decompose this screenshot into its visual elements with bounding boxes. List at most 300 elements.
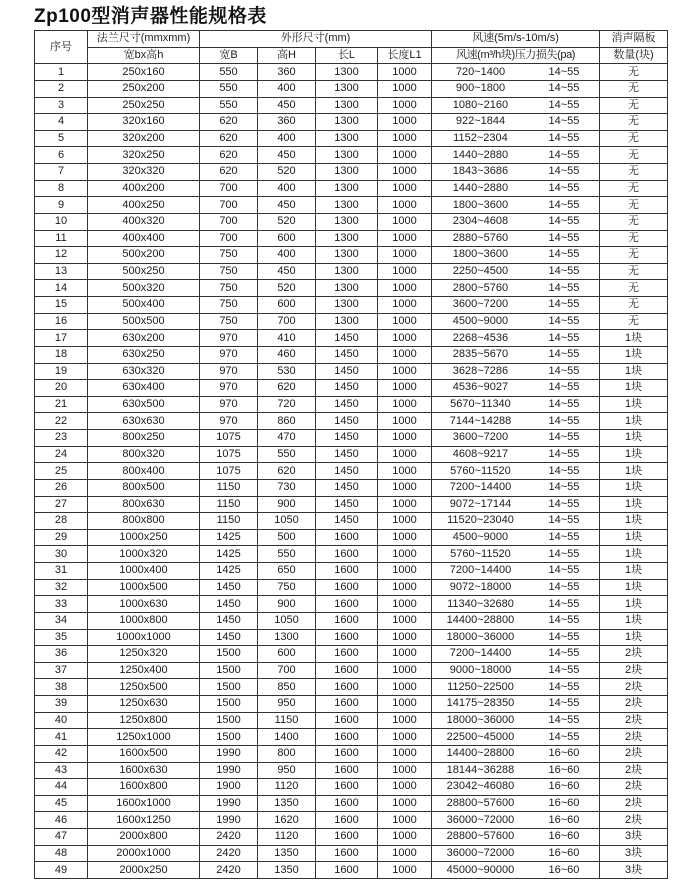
cell-length-l: 1600 [316, 629, 378, 646]
table-row [35, 812, 668, 829]
cell-flange-size: 500x320 [88, 280, 200, 297]
cell-width-b: 1425 [200, 563, 258, 580]
cell-wind-speed [432, 646, 600, 663]
table-row [35, 380, 668, 397]
cell-baffle-qty: 无 [600, 297, 668, 314]
table-row [35, 646, 668, 663]
cell-length-l1: 1000 [378, 247, 432, 264]
pressure-loss-range: 14~55 [548, 364, 580, 377]
cell-flange-size: 1250x500 [88, 679, 200, 696]
cell-baffle-qty: 无 [600, 114, 668, 131]
pressure-loss-range: 14~55 [548, 281, 580, 294]
cell-width-b: 1500 [200, 646, 258, 663]
table-row [35, 795, 668, 812]
cell-serial: 28 [35, 513, 88, 530]
cell-length-l1: 1000 [378, 729, 432, 746]
cell-wind-speed [432, 147, 600, 164]
cell-length-l: 1600 [316, 779, 378, 796]
airflow-range: 3600~7200 [452, 431, 509, 444]
pressure-loss-range: 14~55 [548, 398, 580, 411]
cell-wind-speed [432, 546, 600, 563]
cell-baffle-qty: 无 [600, 280, 668, 297]
airflow-range: 28800~57600 [446, 830, 515, 843]
cell-width-b: 1500 [200, 679, 258, 696]
cell-flange-size: 800x630 [88, 496, 200, 513]
cell-flange-size: 320x250 [88, 147, 200, 164]
cell-wind-speed [432, 496, 600, 513]
cell-width-b: 750 [200, 313, 258, 330]
cell-serial: 18 [35, 346, 88, 363]
cell-flange-size: 630x400 [88, 380, 200, 397]
cell-length-l1: 1000 [378, 463, 432, 480]
cell-baffle-qty: 2块 [600, 662, 668, 679]
cell-height-h: 900 [258, 596, 316, 613]
cell-width-b: 1425 [200, 529, 258, 546]
cell-serial: 15 [35, 297, 88, 314]
cell-wind-speed [432, 845, 600, 862]
page-title: Zp100型消声器性能规格表 [34, 6, 267, 27]
cell-serial: 36 [35, 646, 88, 663]
cell-width-b: 700 [200, 230, 258, 247]
airflow-range: 922~1844 [455, 115, 506, 128]
cell-baffle-qty: 1块 [600, 413, 668, 430]
col-subheader-baffle-qty: 数量(块) [600, 47, 668, 64]
cell-height-h: 450 [258, 197, 316, 214]
cell-flange-size: 500x400 [88, 297, 200, 314]
cell-length-l1: 1000 [378, 629, 432, 646]
cell-height-h: 360 [258, 64, 316, 81]
cell-wind-speed [432, 430, 600, 447]
cell-width-b: 550 [200, 64, 258, 81]
table-row [35, 712, 668, 729]
cell-length-l: 1600 [316, 696, 378, 713]
table-row [35, 862, 668, 879]
cell-wind-speed [432, 612, 600, 629]
cell-length-l: 1450 [316, 413, 378, 430]
table-row [35, 563, 668, 580]
pressure-loss-range: 14~55 [548, 614, 580, 627]
cell-height-h: 600 [258, 230, 316, 247]
cell-length-l1: 1000 [378, 546, 432, 563]
cell-length-l: 1600 [316, 529, 378, 546]
pressure-loss-range: 16~60 [548, 797, 580, 810]
cell-flange-size: 320x320 [88, 164, 200, 181]
cell-length-l1: 1000 [378, 330, 432, 347]
cell-length-l1: 1000 [378, 164, 432, 181]
cell-height-h: 450 [258, 97, 316, 114]
cell-flange-size: 2000x1000 [88, 845, 200, 862]
table-row [35, 230, 668, 247]
cell-baffle-qty: 无 [600, 313, 668, 330]
cell-width-b: 750 [200, 247, 258, 264]
pressure-loss-range: 14~55 [548, 713, 580, 726]
cell-baffle-qty: 无 [600, 97, 668, 114]
cell-baffle-qty: 2块 [600, 745, 668, 762]
cell-length-l: 1600 [316, 712, 378, 729]
cell-serial: 14 [35, 280, 88, 297]
airflow-range: 1440~2880 [452, 181, 509, 194]
pressure-loss-range: 14~55 [548, 647, 580, 660]
cell-wind-speed [432, 413, 600, 430]
cell-width-b: 1075 [200, 430, 258, 447]
cell-serial: 7 [35, 164, 88, 181]
table-row [35, 80, 668, 97]
cell-width-b: 550 [200, 97, 258, 114]
cell-baffle-qty: 1块 [600, 563, 668, 580]
cell-height-h: 1620 [258, 812, 316, 829]
cell-flange-size: 2000x800 [88, 829, 200, 846]
cell-wind-speed [432, 829, 600, 846]
col-header-flange-size: 法兰尺寸(mmxmm) [88, 31, 200, 48]
cell-baffle-qty: 无 [600, 64, 668, 81]
cell-height-h: 1350 [258, 795, 316, 812]
cell-height-h: 730 [258, 479, 316, 496]
cell-flange-size: 630x630 [88, 413, 200, 430]
cell-height-h: 1050 [258, 513, 316, 530]
airflow-range: 7200~14400 [449, 647, 512, 660]
cell-flange-size: 500x250 [88, 263, 200, 280]
cell-length-l: 1600 [316, 729, 378, 746]
cell-length-l1: 1000 [378, 745, 432, 762]
cell-length-l: 1450 [316, 396, 378, 413]
airflow-range: 36000~72000 [446, 846, 515, 859]
airflow-range: 7144~14288 [449, 414, 512, 427]
cell-length-l: 1450 [316, 363, 378, 380]
cell-baffle-qty: 3块 [600, 862, 668, 879]
cell-length-l: 1300 [316, 280, 378, 297]
table-row [35, 513, 668, 530]
pressure-loss-range: 14~55 [548, 265, 580, 278]
cell-height-h: 360 [258, 114, 316, 131]
cell-baffle-qty: 无 [600, 164, 668, 181]
cell-serial: 45 [35, 795, 88, 812]
cell-length-l: 1450 [316, 496, 378, 513]
table-row [35, 745, 668, 762]
cell-length-l: 1450 [316, 463, 378, 480]
cell-length-l: 1300 [316, 130, 378, 147]
cell-height-h: 620 [258, 463, 316, 480]
cell-flange-size: 2000x250 [88, 862, 200, 879]
cell-serial: 6 [35, 147, 88, 164]
cell-height-h: 530 [258, 363, 316, 380]
cell-wind-speed [432, 579, 600, 596]
cell-wind-speed [432, 180, 600, 197]
cell-serial: 34 [35, 612, 88, 629]
cell-height-h: 400 [258, 180, 316, 197]
pressure-loss-range: 14~55 [548, 481, 580, 494]
cell-length-l: 1300 [316, 313, 378, 330]
cell-wind-speed [432, 346, 600, 363]
cell-wind-speed [432, 563, 600, 580]
cell-width-b: 970 [200, 413, 258, 430]
cell-width-b: 970 [200, 346, 258, 363]
cell-length-l: 1600 [316, 546, 378, 563]
table-row [35, 297, 668, 314]
cell-height-h: 410 [258, 330, 316, 347]
cell-height-h: 1400 [258, 729, 316, 746]
cell-width-b: 970 [200, 330, 258, 347]
cell-width-b: 750 [200, 263, 258, 280]
cell-serial: 43 [35, 762, 88, 779]
cell-height-h: 700 [258, 313, 316, 330]
cell-wind-speed [432, 97, 600, 114]
table-row [35, 829, 668, 846]
cell-length-l1: 1000 [378, 180, 432, 197]
cell-wind-speed [432, 862, 600, 879]
cell-serial: 32 [35, 579, 88, 596]
airflow-range: 2268~4536 [452, 331, 509, 344]
cell-length-l1: 1000 [378, 346, 432, 363]
cell-height-h: 450 [258, 263, 316, 280]
table-row [35, 662, 668, 679]
cell-height-h: 450 [258, 147, 316, 164]
cell-wind-speed [432, 712, 600, 729]
pressure-loss-range: 14~55 [548, 331, 580, 344]
cell-length-l1: 1000 [378, 380, 432, 397]
cell-length-l: 1300 [316, 247, 378, 264]
cell-height-h: 1350 [258, 862, 316, 879]
cell-serial: 24 [35, 446, 88, 463]
cell-flange-size: 1000x250 [88, 529, 200, 546]
table-row [35, 845, 668, 862]
airflow-range: 4536~9027 [452, 381, 509, 394]
cell-width-b: 970 [200, 380, 258, 397]
cell-length-l1: 1000 [378, 147, 432, 164]
cell-width-b: 1990 [200, 762, 258, 779]
cell-length-l: 1600 [316, 745, 378, 762]
cell-length-l: 1600 [316, 679, 378, 696]
col-header-baffle: 消声隔板 [600, 31, 668, 48]
cell-height-h: 650 [258, 563, 316, 580]
pressure-loss-range: 14~55 [548, 414, 580, 427]
table-row [35, 779, 668, 796]
pressure-loss-range: 14~55 [548, 514, 580, 527]
col-subheader-flange-wh: 宽bx高h [88, 47, 200, 64]
airflow-range: 1152~2304 [453, 132, 508, 145]
cell-wind-speed [432, 745, 600, 762]
table-row [35, 396, 668, 413]
table-row [35, 579, 668, 596]
cell-width-b: 1990 [200, 745, 258, 762]
cell-flange-size: 1250x800 [88, 712, 200, 729]
cell-length-l: 1600 [316, 812, 378, 829]
cell-wind-speed [432, 679, 600, 696]
airflow-range: 11520~23040 [447, 514, 514, 527]
table-row [35, 463, 668, 480]
cell-length-l1: 1000 [378, 563, 432, 580]
cell-height-h: 950 [258, 762, 316, 779]
airflow-range: 22500~45000 [446, 730, 515, 743]
cell-serial: 11 [35, 230, 88, 247]
pressure-loss-range: 14~55 [548, 198, 580, 211]
cell-wind-speed [432, 330, 600, 347]
pressure-loss-range: 14~55 [548, 680, 580, 693]
cell-wind-speed [432, 729, 600, 746]
cell-serial: 31 [35, 563, 88, 580]
cell-height-h: 1150 [258, 712, 316, 729]
cell-height-h: 950 [258, 696, 316, 713]
pressure-loss-range: 14~55 [548, 564, 580, 577]
cell-length-l1: 1000 [378, 513, 432, 530]
col-subheader-length-l1: 长度L1 [378, 47, 432, 64]
cell-baffle-qty: 2块 [600, 795, 668, 812]
cell-height-h: 460 [258, 346, 316, 363]
table-row [35, 729, 668, 746]
table-row [35, 313, 668, 330]
table-row [35, 147, 668, 164]
cell-serial: 2 [35, 80, 88, 97]
cell-flange-size: 1600x500 [88, 745, 200, 762]
pressure-loss-range: 14~55 [548, 98, 580, 111]
cell-width-b: 1500 [200, 729, 258, 746]
header-row-1 [35, 31, 668, 48]
cell-baffle-qty: 1块 [600, 363, 668, 380]
cell-height-h: 400 [258, 130, 316, 147]
airflow-range: 5760~11520 [450, 464, 511, 477]
cell-length-l1: 1000 [378, 712, 432, 729]
cell-serial: 26 [35, 479, 88, 496]
cell-wind-speed [432, 64, 600, 81]
header-row-2 [35, 47, 668, 64]
table-row [35, 164, 668, 181]
cell-flange-size: 500x200 [88, 247, 200, 264]
cell-height-h: 520 [258, 280, 316, 297]
table-row [35, 596, 668, 613]
cell-height-h: 800 [258, 745, 316, 762]
cell-width-b: 1425 [200, 546, 258, 563]
cell-length-l: 1450 [316, 330, 378, 347]
cell-width-b: 970 [200, 396, 258, 413]
cell-flange-size: 630x250 [88, 346, 200, 363]
cell-wind-speed [432, 396, 600, 413]
cell-baffle-qty: 1块 [600, 380, 668, 397]
cell-height-h: 500 [258, 529, 316, 546]
airflow-range: 9072~18000 [449, 580, 512, 593]
cell-baffle-qty: 2块 [600, 729, 668, 746]
cell-length-l: 1300 [316, 80, 378, 97]
table-row [35, 679, 668, 696]
airflow-range: 11250~22500 [447, 680, 514, 693]
airflow-range: 1800~3600 [452, 198, 509, 211]
cell-baffle-qty: 2块 [600, 762, 668, 779]
cell-length-l1: 1000 [378, 130, 432, 147]
cell-flange-size: 1600x1250 [88, 812, 200, 829]
cell-width-b: 620 [200, 164, 258, 181]
pressure-loss-range: 14~55 [548, 348, 580, 361]
cell-length-l1: 1000 [378, 64, 432, 81]
cell-length-l1: 1000 [378, 197, 432, 214]
airflow-range: 3600~7200 [452, 298, 509, 311]
cell-length-l: 1450 [316, 479, 378, 496]
cell-length-l1: 1000 [378, 263, 432, 280]
cell-height-h: 860 [258, 413, 316, 430]
cell-length-l1: 1000 [378, 812, 432, 829]
table-row [35, 363, 668, 380]
cell-baffle-qty: 2块 [600, 812, 668, 829]
table-row [35, 413, 668, 430]
pressure-loss-range: 14~55 [548, 248, 580, 261]
cell-wind-speed [432, 762, 600, 779]
cell-flange-size: 320x200 [88, 130, 200, 147]
table-row [35, 629, 668, 646]
cell-wind-speed [432, 247, 600, 264]
cell-baffle-qty: 1块 [600, 446, 668, 463]
airflow-range: 9000~18000 [449, 664, 512, 677]
cell-length-l1: 1000 [378, 679, 432, 696]
cell-flange-size: 800x400 [88, 463, 200, 480]
airflow-range: 23042~46080 [446, 780, 515, 793]
cell-serial: 37 [35, 662, 88, 679]
cell-width-b: 620 [200, 147, 258, 164]
cell-height-h: 400 [258, 247, 316, 264]
cell-length-l1: 1000 [378, 413, 432, 430]
pressure-loss-range: 14~55 [548, 531, 580, 544]
cell-flange-size: 1000x1000 [88, 629, 200, 646]
cell-baffle-qty: 无 [600, 213, 668, 230]
cell-baffle-qty: 1块 [600, 430, 668, 447]
cell-width-b: 750 [200, 280, 258, 297]
cell-flange-size: 800x500 [88, 479, 200, 496]
cell-serial: 42 [35, 745, 88, 762]
cell-serial: 10 [35, 213, 88, 230]
spec-table [34, 30, 668, 879]
cell-baffle-qty: 2块 [600, 679, 668, 696]
cell-baffle-qty: 1块 [600, 513, 668, 530]
cell-baffle-qty: 2块 [600, 696, 668, 713]
cell-serial: 46 [35, 812, 88, 829]
cell-serial: 49 [35, 862, 88, 879]
airflow-range: 2250~4500 [452, 265, 509, 278]
cell-serial: 1 [35, 64, 88, 81]
cell-wind-speed [432, 596, 600, 613]
cell-height-h: 600 [258, 297, 316, 314]
cell-length-l: 1600 [316, 795, 378, 812]
cell-wind-speed [432, 629, 600, 646]
table-row [35, 446, 668, 463]
cell-wind-speed [432, 513, 600, 530]
airflow-range: 2800~5760 [452, 281, 509, 294]
cell-baffle-qty: 无 [600, 230, 668, 247]
cell-flange-size: 250x200 [88, 80, 200, 97]
cell-length-l: 1300 [316, 164, 378, 181]
cell-length-l: 1600 [316, 762, 378, 779]
cell-height-h: 1350 [258, 845, 316, 862]
cell-length-l1: 1000 [378, 114, 432, 131]
cell-width-b: 1150 [200, 496, 258, 513]
cell-baffle-qty: 1块 [600, 346, 668, 363]
airflow-range: 1843~3686 [452, 165, 509, 178]
cell-serial: 16 [35, 313, 88, 330]
cell-width-b: 1450 [200, 579, 258, 596]
airflow-range: 45000~90000 [446, 863, 515, 876]
cell-length-l1: 1000 [378, 479, 432, 496]
cell-wind-speed [432, 363, 600, 380]
cell-length-l1: 1000 [378, 779, 432, 796]
cell-wind-speed [432, 696, 600, 713]
cell-baffle-qty: 1块 [600, 612, 668, 629]
cell-serial: 5 [35, 130, 88, 147]
pressure-loss-range: 14~55 [548, 664, 580, 677]
cell-length-l: 1300 [316, 197, 378, 214]
cell-flange-size: 400x250 [88, 197, 200, 214]
cell-flange-size: 1600x800 [88, 779, 200, 796]
table-row [35, 762, 668, 779]
pressure-loss-range: 16~60 [548, 763, 580, 776]
cell-baffle-qty: 1块 [600, 496, 668, 513]
cell-width-b: 1990 [200, 812, 258, 829]
cell-length-l1: 1000 [378, 313, 432, 330]
cell-height-h: 600 [258, 646, 316, 663]
